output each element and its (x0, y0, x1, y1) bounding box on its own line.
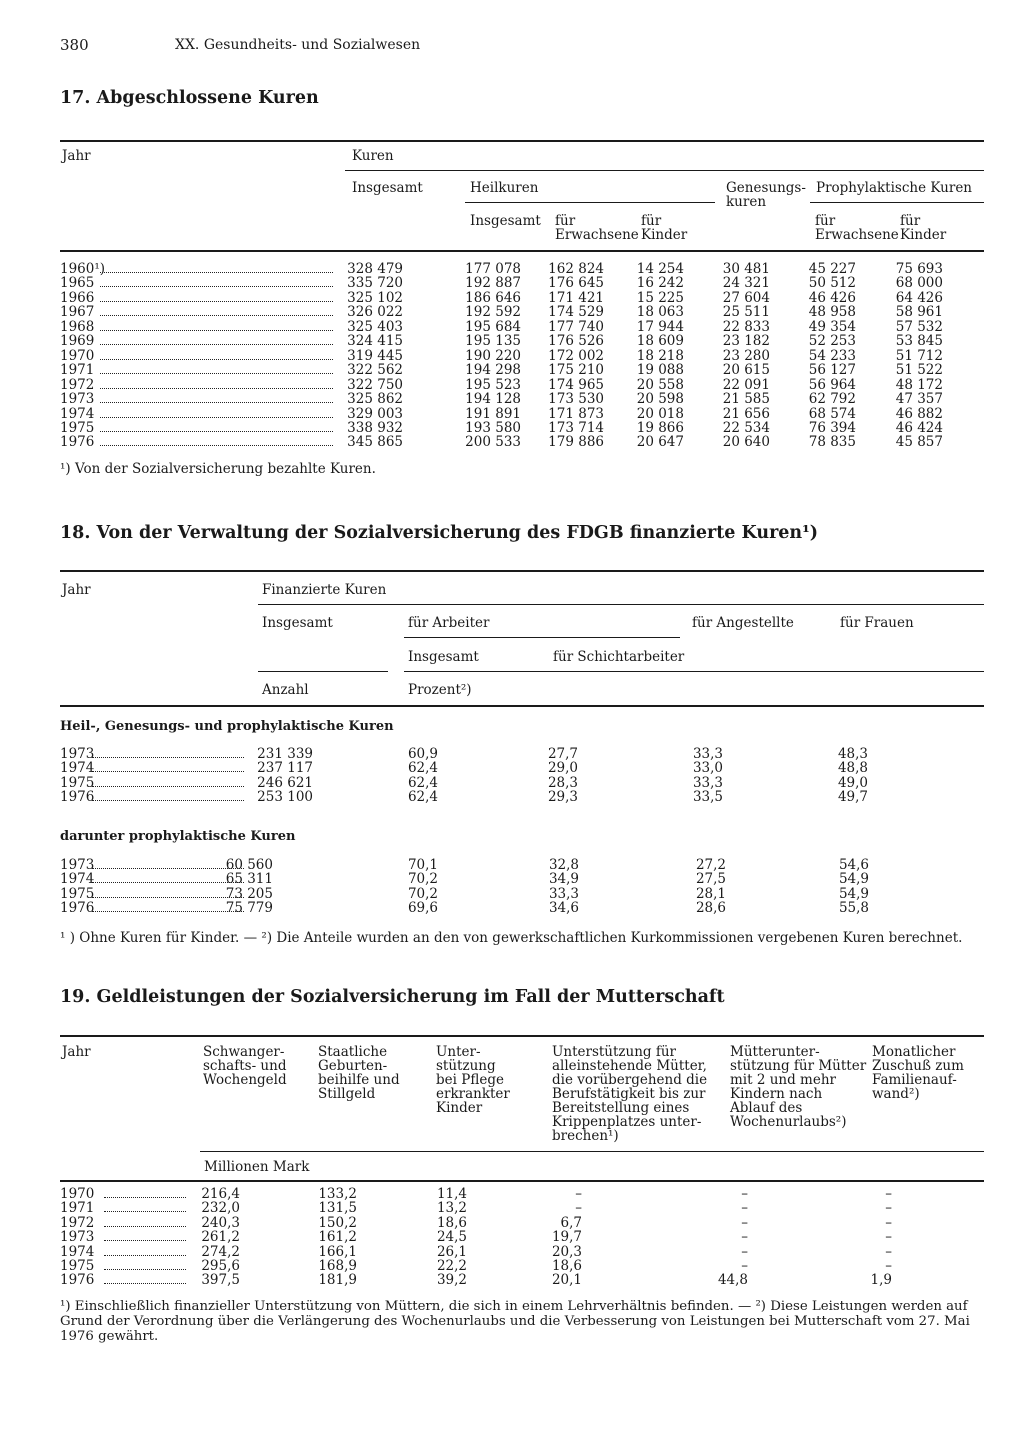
table-cell: 70,2 (407, 885, 438, 902)
table-cell: 193 580 (465, 419, 521, 436)
table-cell: 6,7 (560, 1214, 582, 1231)
t18-header-anzahl: Anzahl (262, 682, 309, 698)
table-cell: 20 558 (636, 376, 684, 393)
table-cell: 1,9 (870, 1272, 892, 1289)
table-cell: 177 078 (465, 261, 521, 277)
table-cell: 62,4 (407, 760, 438, 777)
leader-dots (100, 431, 333, 432)
row-year: 1972 (60, 1214, 95, 1231)
table-cell: 55,8 (838, 900, 869, 917)
t19-header-wochengeld: Schwanger- schafts- und Wochengeld (203, 1044, 287, 1088)
table-cell: 13,2 (436, 1200, 467, 1217)
leader-dots (100, 330, 333, 331)
table-cell: 75 779 (225, 900, 273, 917)
table-cell: 240,3 (201, 1214, 240, 1231)
table-cell: 24,5 (436, 1229, 467, 1246)
table-cell: 53 845 (895, 333, 943, 350)
table-cell: 195 523 (465, 376, 521, 393)
table-cell: 56 127 (808, 362, 856, 379)
table-cell: 56 964 (808, 376, 856, 393)
table-cell: 22 091 (722, 376, 770, 393)
table-cell: 20 640 (722, 434, 770, 451)
row-year: 1976 (60, 900, 95, 917)
row-year: 1976 (60, 1272, 95, 1289)
table-cell: – (741, 1186, 748, 1202)
table-cell: 274,2 (201, 1243, 240, 1260)
table-cell: – (885, 1186, 892, 1202)
table-cell: 174 529 (548, 304, 604, 321)
table-cell: 15 225 (636, 289, 684, 306)
table-cell: 48 172 (895, 376, 943, 393)
table-19-top-rule (60, 1035, 984, 1037)
table-cell: 246 621 (257, 774, 313, 791)
row-year: 1973 (60, 746, 95, 762)
t18-finanziert-rule (258, 604, 984, 605)
row-year: 1975 (60, 1258, 95, 1274)
table-cell: 20 647 (636, 434, 684, 451)
table-cell: 150,2 (318, 1214, 357, 1231)
table-cell: 50 512 (808, 275, 856, 292)
table-cell: 171 873 (548, 405, 604, 422)
leader-dots (100, 402, 333, 403)
table-cell: 22 534 (722, 419, 770, 436)
leader-dots (92, 800, 244, 801)
leader-dots (104, 1240, 186, 1241)
table-cell: 52 253 (808, 333, 856, 350)
table-cell: 18,6 (436, 1214, 467, 1231)
table-18-title: 18. Von der Verwaltung der Sozialversicherung des FDGB finanzierte Kuren¹) (60, 523, 819, 543)
t17-heilkuren-rule (465, 202, 715, 203)
table-cell: 49,7 (837, 789, 868, 806)
table-cell: – (741, 1258, 748, 1274)
table-cell: 26,1 (436, 1243, 467, 1260)
table-cell: 232,0 (201, 1200, 240, 1217)
table-cell: 34,6 (548, 900, 579, 917)
table-cell: 68 000 (895, 275, 943, 292)
table-cell: 69,6 (407, 900, 438, 917)
t18-header-insgesamt: Insgesamt (262, 615, 333, 631)
t19-header-alleinstehende: Unterstützung für alleinstehende Mütter, die vorübergehend die Berufstätigkeit bis zur Bereitstellung eines Krippenplatzes unter- brechen¹) (552, 1044, 708, 1144)
row-year: 1967 (60, 304, 95, 321)
table-cell: 27 604 (722, 289, 770, 306)
table-cell: 177 740 (548, 318, 604, 335)
table-cell: 20,3 (551, 1243, 582, 1260)
t18-header-schichtarbeiter: für Schichtarbeiter (553, 649, 685, 665)
table-cell: 54 233 (808, 347, 856, 364)
table-cell: – (741, 1229, 748, 1246)
table-cell: 45 857 (895, 434, 943, 451)
t18-header-bottom-rule (60, 705, 984, 707)
table-cell: 17 944 (636, 318, 684, 335)
table-cell: 27,2 (695, 857, 726, 873)
table-cell: 58 961 (895, 304, 943, 321)
table-cell: 397,5 (201, 1272, 240, 1289)
table-cell: 60 560 (225, 857, 273, 873)
leader-dots (92, 786, 244, 787)
table-cell: 329 003 (347, 405, 403, 422)
table-cell: 60,9 (407, 746, 438, 762)
table-cell: 338 932 (347, 419, 403, 436)
leader-dots (100, 417, 333, 418)
table-cell: 195 684 (465, 318, 521, 335)
t18-header-arbeiter: für Arbeiter (408, 615, 490, 631)
t18-section-2: darunter prophylaktische Kuren (60, 829, 296, 844)
table-cell: 46 424 (895, 419, 943, 436)
row-year: 1965 (60, 275, 95, 292)
table-cell: 171 421 (548, 289, 604, 306)
table-cell: 322 750 (347, 376, 403, 393)
table-cell: 325 862 (347, 391, 403, 408)
table-cell: 345 865 (347, 434, 403, 451)
row-year: 1975 (60, 885, 95, 902)
leader-dots (104, 1269, 186, 1270)
table-cell: 194 298 (465, 362, 521, 379)
t18-header-prozent: Prozent²) (408, 682, 472, 698)
t19-header-muetterunterstuetzung: Mütterunter- stützung für Mütter mit 2 und mehr Kindern nach Ablauf des Wochenurlaubs²) (730, 1044, 867, 1130)
table-cell: 64 426 (895, 289, 943, 306)
table-cell: – (741, 1214, 748, 1231)
leader-dots (92, 911, 244, 912)
table-cell: 168,9 (318, 1258, 357, 1274)
row-year: 1973 (60, 391, 95, 408)
leader-dots (104, 1197, 186, 1198)
table-cell: – (885, 1229, 892, 1246)
table-cell: 44,8 (717, 1272, 748, 1289)
t17-header-fuer-erwachsene: für Erwachsene (555, 213, 639, 243)
table-cell: 295,6 (201, 1258, 240, 1274)
row-year: 1971 (60, 1200, 95, 1217)
row-year: 1974 (60, 1243, 95, 1260)
t17-prophy-rule (810, 202, 984, 203)
t18-header-frauen: für Frauen (840, 615, 914, 631)
table-cell: 18 063 (636, 304, 684, 321)
t18-header-finanzierte: Finanzierte Kuren (262, 582, 387, 598)
t19-header-jahr: Jahr (62, 1044, 91, 1060)
leader-dots (100, 344, 333, 345)
t17-header-insgesamt: Insgesamt (352, 180, 423, 196)
leader-dots (92, 757, 244, 758)
table-cell: 11,4 (436, 1186, 467, 1202)
table-cell: 62 792 (808, 391, 856, 408)
t17-header-prophylaktische: Prophylaktische Kuren (816, 180, 973, 196)
running-title: XX. Gesundheits- und Sozialwesen (175, 37, 421, 53)
table-cell: 27,7 (547, 746, 578, 762)
table-cell: 176 645 (548, 275, 604, 292)
table-cell: 32,8 (548, 857, 579, 873)
table-17-title: 17. Abgeschlossene Kuren (60, 88, 319, 108)
table-cell: 16 242 (636, 275, 684, 292)
table-cell: 173 530 (548, 391, 604, 408)
table-cell: 24 321 (722, 275, 770, 292)
table-cell: 191 891 (465, 405, 521, 422)
table-cell: 54,9 (838, 871, 869, 888)
t18-section-1: Heil-, Genesungs- und prophylaktische Kuren (60, 719, 394, 734)
table-cell: 33,3 (692, 746, 723, 762)
leader-dots (100, 315, 333, 316)
table-cell: 25 511 (722, 304, 770, 321)
table-cell: 19 866 (636, 419, 684, 436)
table-cell: 194 128 (465, 391, 521, 408)
table-cell: 22,2 (436, 1258, 467, 1274)
table-cell: 46 426 (808, 289, 856, 306)
table-cell: 19,7 (551, 1229, 582, 1246)
row-year: 1970 (60, 1186, 95, 1202)
row-year: 1974 (60, 760, 95, 777)
page-number: 380 (60, 36, 89, 54)
leader-dots (92, 897, 244, 898)
t17-header-fuer-kinder: für Kinder (641, 213, 688, 243)
t17-kuren-rule (345, 170, 984, 171)
leader-dots (104, 1226, 186, 1227)
table-cell: 190 220 (465, 347, 521, 364)
table-cell: 18 609 (636, 333, 684, 350)
table-cell: 57 532 (895, 318, 943, 335)
table-cell: 325 403 (347, 318, 403, 335)
t17-header-heil-insgesamt: Insgesamt (470, 213, 541, 229)
t18-header-jahr: Jahr (62, 582, 91, 598)
row-year: 1975 (60, 774, 95, 791)
table-cell: 166,1 (318, 1243, 357, 1260)
table-cell: 51 712 (895, 347, 943, 364)
table-cell: 51 522 (895, 362, 943, 379)
t17-header-pro-kinder: für Kinder (900, 213, 947, 243)
t17-header-jahr: Jahr (62, 148, 91, 164)
table-cell: 73 205 (225, 885, 273, 902)
leader-dots (100, 301, 333, 302)
table-cell: 33,3 (548, 885, 579, 902)
table-cell: 176 526 (548, 333, 604, 350)
row-year: 1973 (60, 857, 95, 873)
table-cell: 46 882 (895, 405, 943, 422)
table-cell: 325 102 (347, 289, 403, 306)
table-cell: 131,5 (318, 1200, 357, 1217)
table-cell: 161,2 (318, 1229, 357, 1246)
table-cell: 68 574 (808, 405, 856, 422)
row-year: 1974 (60, 871, 95, 888)
t19-header-pflege: Unter- stützung bei Pflege erkrankter Kinder (436, 1044, 510, 1116)
table-cell: 322 562 (347, 362, 403, 379)
table-cell: – (575, 1186, 582, 1202)
table-cell: 195 135 (465, 333, 521, 350)
table-cell: 33,0 (692, 760, 723, 777)
t17-header-genesungskuren: Genesungs- kuren (726, 180, 806, 210)
leader-dots (100, 373, 333, 374)
table-cell: 324 415 (347, 333, 403, 350)
table-cell: 172 002 (548, 347, 604, 364)
leader-dots (100, 445, 333, 446)
table-cell: 49,0 (837, 774, 868, 791)
table-cell: 29,3 (547, 789, 578, 806)
table-cell: 48,3 (837, 746, 868, 762)
row-year: 1969 (60, 333, 95, 350)
leader-dots (104, 1283, 186, 1284)
table-cell: 19 088 (636, 362, 684, 379)
table-cell: 30 481 (722, 261, 770, 277)
table-cell: 200 533 (465, 434, 521, 451)
leader-dots (92, 868, 244, 869)
table-cell: 23 182 (722, 333, 770, 350)
table-cell: 319 445 (347, 347, 403, 364)
table-cell: 78 835 (808, 434, 856, 451)
table-cell: 326 022 (347, 304, 403, 321)
t17-footnote: ¹) Von der Sozialversicherung bezahlte Kuren. (60, 461, 376, 477)
table-cell: 49 354 (808, 318, 856, 335)
t18-footnote: ¹ ) Ohne Kuren für Kinder. — ²) Die Anteile wurden an den von gewerkschaftlichen Kurkommissionen vergebenen Kuren berechnet. (60, 930, 963, 946)
row-year: 1975 (60, 419, 95, 436)
table-cell: 18,6 (551, 1258, 582, 1274)
table-cell: 21 585 (722, 391, 770, 408)
table-cell: 133,2 (318, 1186, 357, 1202)
table-cell: 335 720 (347, 275, 403, 292)
row-year: 1972 (60, 376, 95, 393)
table-cell: 62,4 (407, 774, 438, 791)
table-cell: 76 394 (808, 419, 856, 436)
row-year: 1960¹) (60, 261, 106, 277)
table-cell: 47 357 (895, 391, 943, 408)
table-17-top-rule (60, 140, 984, 142)
t18-header-angestellte: für Angestellte (692, 615, 794, 631)
table-cell: 173 714 (548, 419, 604, 436)
table-cell: 20 615 (722, 362, 770, 379)
table-cell: 162 824 (548, 261, 604, 277)
row-year: 1971 (60, 362, 95, 379)
table-cell: – (885, 1214, 892, 1231)
t17-header-pro-erwachsene: für Erwachsene (815, 213, 899, 243)
table-cell: 216,4 (201, 1186, 240, 1202)
table-cell: 20 018 (636, 405, 684, 422)
table-cell: 34,9 (548, 871, 579, 888)
table-cell: – (885, 1258, 892, 1274)
table-cell: 186 646 (465, 289, 521, 306)
leader-dots (100, 286, 333, 287)
row-year: 1976 (60, 434, 95, 451)
leader-dots (100, 359, 333, 360)
table-cell: 179 886 (548, 434, 604, 451)
table-cell: 21 656 (722, 405, 770, 422)
table-cell: 192 592 (465, 304, 521, 321)
table-cell: 14 254 (636, 261, 684, 277)
t19-unit-rule (200, 1151, 984, 1152)
leader-dots (100, 388, 333, 389)
table-cell: 39,2 (436, 1272, 467, 1289)
t18-arbeiter-rule (404, 637, 680, 638)
leader-dots (92, 882, 244, 883)
table-cell: 237 117 (257, 760, 313, 777)
row-year: 1970 (60, 347, 95, 364)
table-cell: 253 100 (257, 789, 313, 806)
table-cell: 328 479 (347, 261, 403, 277)
leader-dots (92, 771, 244, 772)
t19-header-zuschuss: Monatlicher Zuschuß zum Familienauf- wand²) (872, 1044, 964, 1102)
table-18-top-rule (60, 570, 984, 572)
row-year: 1966 (60, 289, 95, 306)
table-cell: 33,3 (692, 774, 723, 791)
table-cell: 54,6 (838, 857, 869, 873)
t18-prozent-rule (404, 671, 984, 672)
leader-dots (104, 1255, 186, 1256)
t18-header-arb-insgesamt: Insgesamt (408, 649, 479, 665)
table-cell: 181,9 (318, 1272, 357, 1289)
leader-dots (100, 272, 333, 273)
t17-header-bottom-rule (60, 250, 984, 252)
row-year: 1974 (60, 405, 95, 422)
table-cell: 175 210 (548, 362, 604, 379)
table-cell: 45 227 (808, 261, 856, 277)
row-year: 1976 (60, 789, 95, 806)
table-cell: 75 693 (895, 261, 943, 277)
table-cell: 33,5 (692, 789, 723, 806)
table-cell: 231 339 (257, 746, 313, 762)
t19-footnote-line-3: 1976 gewährt. (60, 1329, 159, 1344)
row-year: 1973 (60, 1229, 95, 1246)
table-cell: 28,3 (547, 774, 578, 791)
table-cell: 18 218 (636, 347, 684, 364)
table-cell: 20,1 (551, 1272, 582, 1289)
table-cell: 261,2 (201, 1229, 240, 1246)
t19-header-bottom-rule (60, 1180, 984, 1182)
t17-header-kuren: Kuren (352, 148, 394, 164)
table-cell: – (741, 1200, 748, 1217)
table-cell: 23 280 (722, 347, 770, 364)
t19-header-unit: Millionen Mark (204, 1159, 310, 1175)
table-cell: 54,9 (838, 885, 869, 902)
table-cell: 20 598 (636, 391, 684, 408)
table-19-title: 19. Geldleistungen der Sozialversicherung im Fall der Mutterschaft (60, 987, 725, 1007)
table-cell: – (885, 1243, 892, 1260)
t19-footnote-line-2: Grund der Verordnung über die Verlängerung des Wochenurlaubs und die Verbesserung von Leistungen bei Mutterschaft vom 27. Mai (60, 1314, 970, 1329)
table-cell: – (575, 1200, 582, 1217)
leader-dots (104, 1211, 186, 1212)
table-cell: 62,4 (407, 789, 438, 806)
table-cell: 48,8 (837, 760, 868, 777)
table-cell: 28,6 (695, 900, 726, 917)
table-cell: 65 311 (225, 871, 273, 888)
table-cell: 192 887 (465, 275, 521, 292)
t19-header-geburtenbeihilfe: Staatliche Geburten- beihilfe und Stillgeld (318, 1044, 400, 1102)
table-cell: 48 958 (808, 304, 856, 321)
t18-anzahl-rule-a (258, 671, 388, 672)
table-cell: 27,5 (695, 871, 726, 888)
table-cell: 28,1 (695, 885, 726, 902)
table-cell: 70,1 (407, 857, 438, 873)
table-cell: 22 833 (722, 318, 770, 335)
table-cell: – (885, 1200, 892, 1217)
t17-header-heilkuren: Heilkuren (470, 180, 539, 196)
table-cell: 70,2 (407, 871, 438, 888)
t19-footnote-line-1: ¹) Einschließlich finanzieller Unterstützung von Müttern, die sich in einem Lehrverhältnis befinden. — ²) Diese Leistungen werden auf (60, 1299, 968, 1314)
table-cell: 174 965 (548, 376, 604, 393)
row-year: 1968 (60, 318, 95, 335)
table-cell: 29,0 (547, 760, 578, 777)
table-cell: – (741, 1243, 748, 1260)
